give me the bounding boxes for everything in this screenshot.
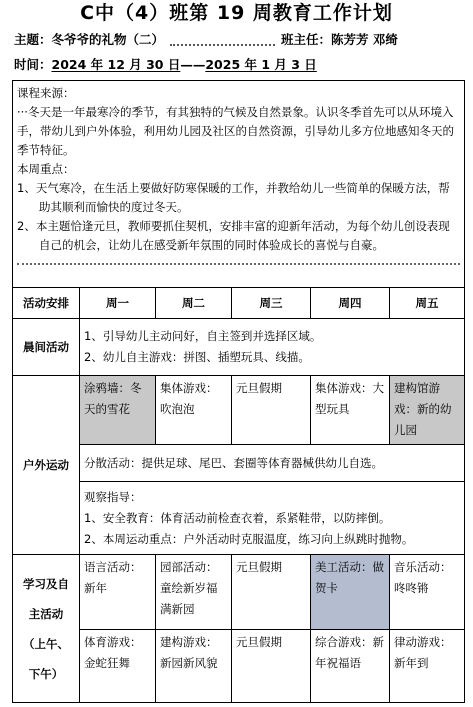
dotted-divider [17,263,460,265]
date-end: 2025 年 1 月 3 日 [205,57,317,72]
theme-label: 主题：冬爷爷的礼物（二） [14,32,165,47]
header-theme-row [14,30,398,48]
focus-item-2: 2、本主题恰逢元旦，教师要抓住契机，安排丰富的迎新年活动，为每个幼儿创设表现自己的机会，让幼儿在感受新年氛围的同时体验成长的喜悦与自豪。 [17,219,450,252]
day-header-fri: 周五 [390,288,465,319]
teacher-names: 陈芳芳 邓绮 [331,32,398,47]
outdoor-fri: 建构馆游戏：新的幼儿园 [390,376,465,445]
weekly-plan-table [12,80,465,703]
focus-item-1: 1、天气寒冷，在生活上要做好防寒保暖的工作，并教给幼儿一些简单的保暖方法，帮助其顺利而愉快的度过冬天。 [17,181,450,214]
study-fri-1: 音乐活动：咚咚锵 [390,555,465,630]
morning-activities [80,319,465,376]
dotted-leader [170,36,275,46]
outdoor-tue: 集体游戏：吹泡泡 [156,376,232,445]
day-header-wed: 周三 [232,288,311,319]
study-label-line-4: 下午） [28,666,64,681]
study-thu-1: 美工活动：做贺卡 [311,555,390,630]
course-intro-cell [13,81,465,288]
corner-label: 活动安排 [13,288,80,319]
morning-label: 晨间活动 [13,319,80,376]
header-time-row [14,55,317,73]
date-start: 2024 年 12 月 30 日 [51,57,181,72]
study-mon-1: 语言活动：新年 [80,555,156,630]
study-tue-2: 建构游戏：新园新风貌 [156,630,232,703]
document-title: C中（4）班第 19 周教育工作计划 [80,2,393,24]
time-label: 时间： [14,57,52,72]
observe-label: 观察指导： [84,489,142,504]
day-header-thu: 周四 [311,288,390,319]
study-thu-2: 综合游戏：新年祝福语 [311,630,390,703]
observation-guidance [80,482,465,555]
study-label-line-1: 学习及自 [23,576,69,591]
day-header-mon: 周一 [80,288,156,319]
outdoor-mon: 涂鸦墙：冬天的雪花 [80,376,156,445]
study-label [13,555,80,703]
outdoor-group-activity: 分散活动：提供足球、尾巴、套圈等体育器械供幼儿自选。 [80,445,465,482]
study-tue-1: 园部活动：童绘新岁福满新园 [156,555,232,630]
teacher-label: 班主任： [281,32,332,47]
study-fri-2: 律动游戏：新年到 [390,630,465,703]
observe-item-2: 2、本周运动重点：户外活动时克服温度，练习向上纵跳时抛物。 [84,531,414,546]
outdoor-thu: 集体游戏：大型玩具 [311,376,390,445]
study-mon-2: 体育游戏：金蛇狂舞 [80,630,156,703]
morning-item-1: 1、引导幼儿主动问好，自主签到并选择区域。 [84,329,322,343]
study-label-line-2: 主活动 [28,606,64,621]
morning-item-2: 2、幼儿自主游戏：拼图、插塑玩具、线描。 [84,350,310,364]
study-label-line-3: （上午、 [23,636,69,651]
source-text: ···冬天是一年最寒冷的季节，有其独特的气候及自然景象。认识冬季首先可以从环境入手，带幼儿到户外体验，利用幼儿园及社区的自然资源，引导幼儿多方位地感知冬天的季节特征。 [17,105,454,157]
observe-item-1: 1、安全教育：体育活动前检查衣着，系紧鞋带，以防摔倒。 [84,510,391,525]
outdoor-label: 户外运动 [13,376,80,555]
outdoor-wed: 元旦假期 [232,376,311,445]
study-wed-2: 元旦假期 [232,630,311,703]
source-label: 课程来源： [17,86,75,100]
date-separator: —— [180,57,206,72]
day-header-tue: 周二 [156,288,232,319]
focus-label: 本周重点： [17,162,75,176]
study-wed-1: 元旦假期 [232,555,311,630]
